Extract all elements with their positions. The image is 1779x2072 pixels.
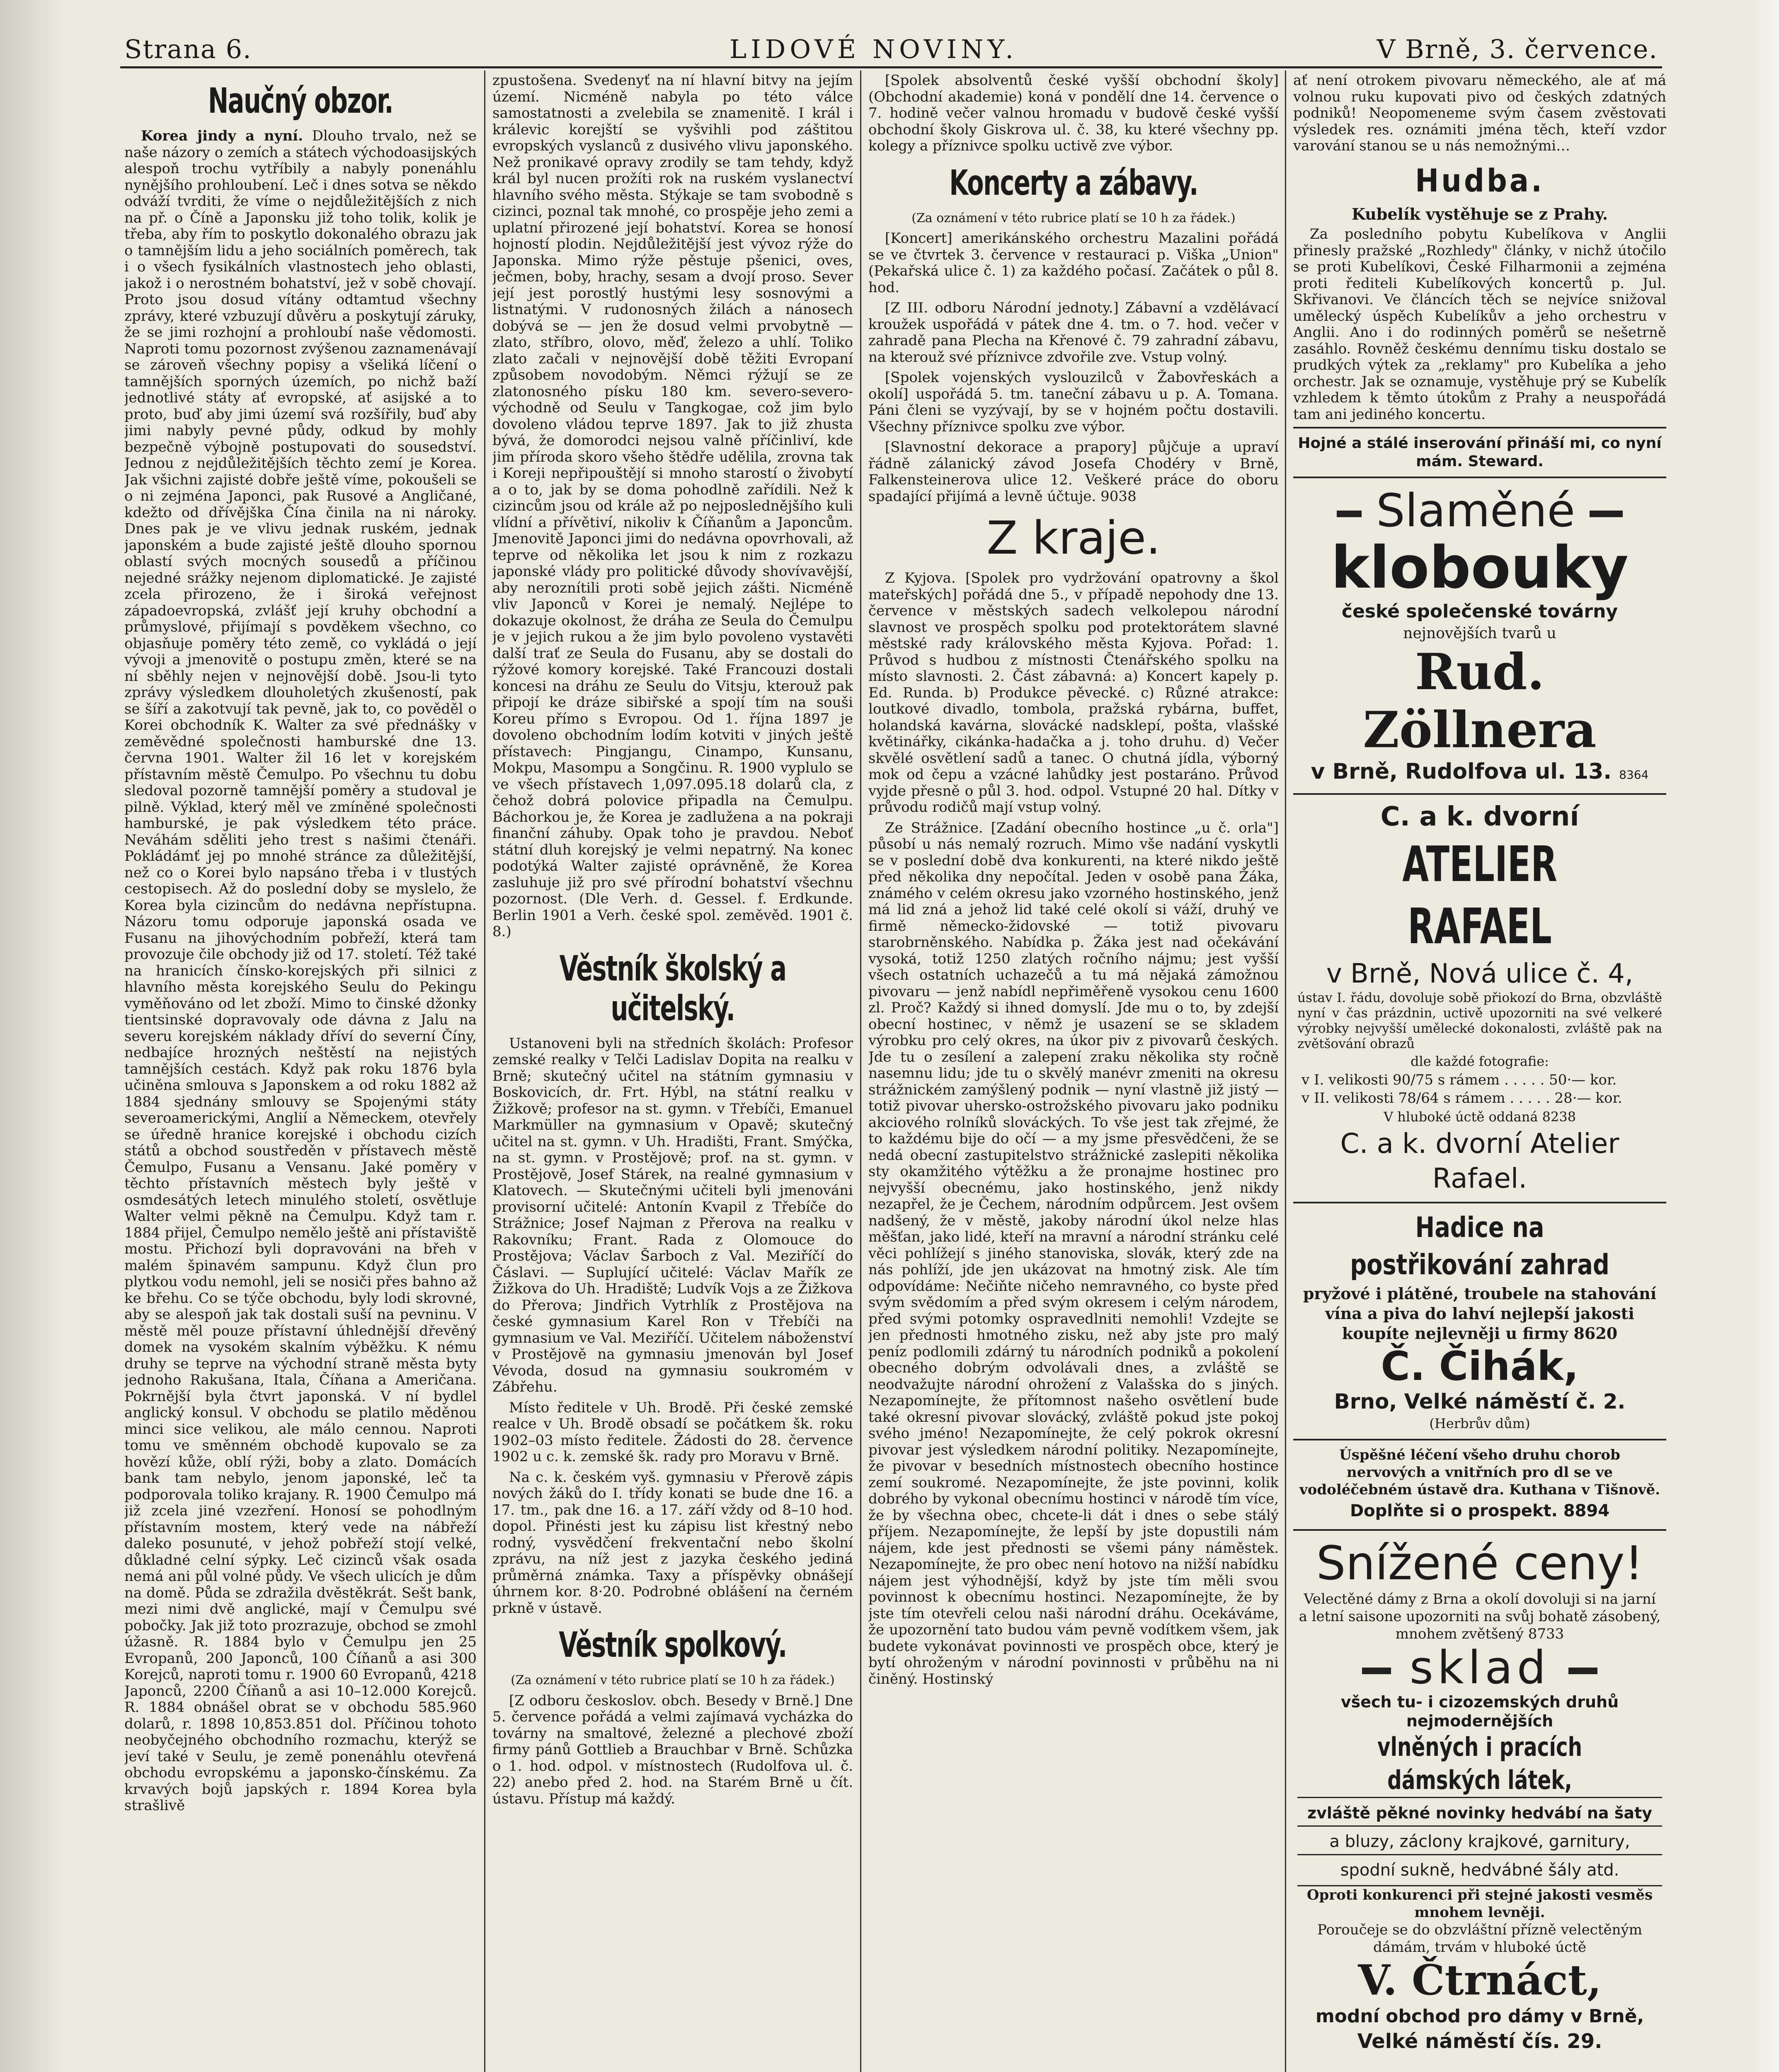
music-news-kubelik: Za posledního pobytu Kubelíkova v Anglii přinesly pražské „Rozhledy" články, v nichž útočilo se proti Kubelíkovi, České Filharmonii a zejména proti řediteli Kubelíkových koncertů p. Jul. Skřivanovi. Ve článcích těch se nejvíce snižoval umělecký úspěch Kubelíkův a jeho orchestru v Anglii. Ano i do rodinných poměrů se nešetrně zasáhlo. Rovněž českému dennímu tisku dostalo se prudkých výtek za „reklamy" pro Kubelíka a jeho orchestr. Jak se oznamuje, vystěhuje prý se Kubelík vzhledem k těmto útokům z Prahy a neuspořádá tam ani jediného koncertu.: [1293, 226, 1666, 423]
ad-rafael-l1: C. a k. dvorní: [1380, 801, 1579, 832]
ad-slamene-l5: Rud. Zöllnera: [1363, 643, 1597, 759]
ad-hadice-title: Hadice na postřikování zahrad: [1350, 1211, 1609, 1281]
ad-rafael-l6: V hluboké úctě oddaná 8238: [1383, 1109, 1576, 1125]
section-heading-z-kraje: Z kraje.: [986, 511, 1161, 564]
ad-slamene-title: [1297, 484, 1662, 537]
ad-rafael-title: ATELIER RAFAEL: [1402, 835, 1557, 955]
ad-hadice-l4: Brno, Velké náměstí č. 2.: [1334, 1389, 1626, 1414]
ad-ceny-l12: modní obchod pro dámy v Brně,: [1315, 2006, 1644, 2027]
ad-ceny-l8: spodní sukně, hedvábné šály atd.: [1297, 1854, 1662, 1886]
school-news-2: Místo ředitele v Uh. Brodě. Při české zemské realce v Uh. Brodě obsadí se počátkem šk. roku 1902–03 místo ředitele. Žádosti do 28. července 1902 u c. k. zemské šk. rady pro Moravu v Brně.: [492, 1399, 853, 1465]
ad-leceni-tisnov: [1293, 1440, 1666, 1531]
ad-slamene-l1: Slaměné: [1376, 484, 1575, 537]
ad-ceny-latky: vlněných i pracích dámských látek,: [1377, 1732, 1583, 1795]
ornament-bar: [1590, 511, 1623, 517]
ad-ceny-sklad: sklad: [1409, 1641, 1550, 1694]
ad-rafael-l4: ústav I. řádu, dovoluje sobě přiokozí do Brna, obzvláště nyní v čas prázdnin, uctivě upozorniti na své velkeré výrobky nejvyšší umělecké dokonalosti, zvláště pak na zvětšování obrazů: [1297, 990, 1662, 1051]
ornament-bar: [1568, 1668, 1597, 1674]
page-number: Strana 6.: [124, 34, 252, 64]
column-divider: [484, 70, 485, 2072]
article-korea-text: Dlouho trvalo, než se naše názory o zemích a státech východoasijských alespoň trochu vytříbily a nabyly ponenáhlu nynějšího prohloubení. Leč i dnes sotva se někdo odváží tvrditi, že víme o nejdůležitějších z nich na př. o Číně a Japonsku již toho tolik, kolik je třeba, aby řím to poskytlo dokonalého obrazu jak o tamnějším lidu a jeho sociálních poměrech, tak i o všech fysikálních vlastnostech jeho oblasti, jakož i o nerostném bohatství, jež v sobě chovají. Proto jsou dosud vítány odtamtud všechny zprávy, které vzbuzují důvěru a poskytují záruky, že se jimi rozhojní a prohloubí naše vědomosti. Naproti tomu pozornost zvýšenou zaznamenávají se zároveň všechny popisy a všeliká líčení o tamnějších sporných územích, po nichž baží jednotlivé státy ať evropské, ať asijské a to proto, buď aby jimi území svá rozšířily, buď aby jimi nabyly pevné půdy, odkud by mohly bezpečně výbojně postupovati do sousedství. Jednou z nejdůležitějších těchto zemí je Korea. Jak všichni zajisté dobře ještě víme, pokoušeli se o ni zejména Japonci, pak Rusové a Angličané, kdežto od dřívějška Čína činila na ni nároky. Dnes pak je ve vlivu jednak ruském, jednak japonském a bude zajisté ještě dlouho spornou oblastí svých mocných sousedů a příčinou nejedné srážky nejenom diplomatické. Je zajisté zcela přirozeno, že i široká veřejnost západoevropská, zvlášť její kruhy obchodní a průmyslové, přijímají s povděkem všechno, co objasňuje poměry této země, co vykládá o její vývoji a jmenovitě o postupu změn, které se na ní sběhly nejen v nejnovější době. Jsou-li tyto zprávy výsledkem dlouholetých zkušeností, pak se šíří a zakotvují tak pevně, jak to, co pověděl o Korei obchodník K. Walter za své přednášky v zeměvědné společnosti hamburské dne 13. června 1901. Walter žil 16 let v korejském přístavním městě Čemulpo. Po všechnu tu dobu sledoval pozorně tamnější poměry a studoval je pilně. Výklad, který měl ve zmíněné společnosti hamburské, je pak výsledkem této práce. Neváhám sděliti jeho trest s našimi čtenáři. Pokládámť jej po mnohé stránce za důležitější, než co o Korei bylo napsáno třeba i v tlustých cestopisech. Až do poslední doby se myslelo, že Korea byla cizincům do nedávna nepřístupna. Názoru tomu odporuje japonská osada ve Fusanu na jihovýchodním pobřeží, která tam provozuje čile obchody již od 17. století. Též také na hranicích čínsko-korejských při silnici z hlavního města korejského Seulu do Pekingu vyměňováno od let zboží. Mimo to činské džonky tientsinské dopravovaly ode dávna z Jalu na severu korejském náklady dříví do severní Číny, nedbajíce hrozných neštěstí na nejistých tamnějších cestách. Když pak roku 1876 byla učiněna smlouva s Japonskem a od roku 1882 až 1884 sjednány smlouvy se Spojenými státy severoamerickými, Anglií a Německem, otevřely se úředně hranice korejské i obchodu cizích států a obchod soustředěn v přístavech městě Čemulpo, Fusanu a Vensanu. Jaké poměry v těchto přístavních městech byly ještě v osmdesátých letech minulého století, osvětluje Walter velmi pěkně na Čemulpu. Když tam r. 1884 přijel, Čemulpo nemělo ještě ani přístaviště mostu. Přichozí byli dopravováni na břeh v malém špinavém sampunu. Když člun pro plytkou vodu nemohl, jeli se nosiči přes bahno až ke břehu. Co se týče obchodu, byly lodi skrovné, aby se alespoň jak tak dostali suší na pevninu. V městě měl pouze přístavní úhlednější dřevěný domek na vysokém skalním výběžku. K nému druhy se teprve na východní straně města byty jednoho Rakušana, Itala, Číňana a Američana. Pokrnější byla čtvrt japonská. V ní bydlel anglický konsul. V obchodu se platilo měděnou minci sice velikou, ale málo cennou. Naproti tomu ve směnném obchodě kupovalo se za hovězí kůže, oblí rýži, boby a zlato. Domácích bank tam nebylo, jenom japonské, leč ta podporovala toliko krajany. R. 1900 Čemulpo má již zcela jiné vzezření. Honosí se pohodlným přístavním mostem, který vede na nábřeží daleko posunuté, v jehož pobřeží stojí velké, důkladné celní sýpky. Leč cizinců však osada nemá ani půl volné půdy. Ve všech ulicích je dům na domě. Půda se zdražila dvěstěkrát. Sešt bank, mezi nimi dvě anglické, mají v Čemulpu své pobočky. Jak již toto prozrazuje, obchod se zmohl úžasně. R. 1884 bylo v Čemulpu jen 25 Evropanů, 200 Japonců, 100 Číňanů a asi 300 Korejců, naproti tomu r. 1900 60 Evropanů, 4218 Japonců, 2200 Číňanů a asi 10–12.000 Korejců. R. 1884 obnášel obrat se v obchodu 585.960 dolarů, r. 1898 10,853.851 dol. Příčinou tohoto neobyčejného obchodního rozmachu, kterýž se jeví také v Seulu, je země ponenáhlu otevřená obchodu evropskému a japonsko-čínskému. Za krvavých bojů japských r. 1894 Korea byla strašlivě: [124, 128, 477, 1814]
ad-leceni-l2: Doplňte si o prospekt. 8894: [1350, 1501, 1610, 1520]
ad-rafael-l2: [1297, 833, 1662, 957]
column-divider: [1285, 70, 1286, 2072]
ad-ceny-l11: V. Čtrnáct,: [1358, 1956, 1602, 2004]
ad-ceny-l4: všech tu- i cizozemských druhů nejmodernějších: [1340, 1693, 1619, 1730]
article-title-korea: Korea jindy a nyní.: [141, 128, 303, 144]
column-divider: [860, 70, 861, 2072]
concert-item-2: [Z III. odboru Národní jednoty.] Zábavní a vzdělávací kroužek uspořádá v pátek dne 4. tm. o 7. hod. večer v zahradě pana Plecha na Křenové č. 79 zahradní zábavu, na kterouž své příznivce zdvořile zve. Vstup volný.: [868, 300, 1279, 366]
section-heading-koncerty: Koncerty a zábavy.: [949, 162, 1198, 203]
rubric-price-note: (Za oznámení v této rubrice platí se 10 h za řádek.): [511, 1673, 835, 1687]
concert-item-4: [Slavnostní dekorace a prapory] půjčuje a upraví řádně zálanický závod Josefa Chodéry v Brně, Falkensteinerova ulice 12. Veškeré práce do oboru spadající přijímá a levně účtuje. 9038: [868, 439, 1279, 505]
ad-number: 8364: [1619, 768, 1649, 782]
ad-ceny-l2: Velectěné dámy z Brna a okolí dovoluji si na jarní a letní saisone upozorniti na svůj bohatě zásobený, mnohem zvětšený 8733: [1299, 1591, 1661, 1642]
straznice-cont: ať není otrokem pivovaru německého, ale ať má volnou ruku kupovati pivo od českých zdatných podniků! Neopomeneme svým časem zvěstovati výsledek res. oznámiti jména těch, kteří vzdor varování stanou se u nás nemožnými…: [1293, 73, 1666, 154]
concert-item-1: [Koncert] amerikánského orchestru Mazalini pořádá se ve čtvrtek 3. července v restauraci p. Viška „Union" (Pekařská ulice č. 1) za každého počasí. Začátek o půl 8. hod.: [868, 230, 1279, 296]
ad-inserovani-text: Hojné a stálé inserování přináší mi, co nyní mám. Steward.: [1298, 435, 1662, 470]
ornament-bar: [1362, 1668, 1391, 1674]
ad-rafael-price-2: v II. velikosti 78/64 s rámem . . . . . 28·— kor.: [1302, 1090, 1622, 1106]
column-3: [868, 73, 1279, 2072]
ad-slamene-l2: klobouky: [1331, 534, 1629, 602]
section-heading-vestnik-skolsky: Věstník školský a učitelský.: [559, 948, 786, 1029]
scan-edge-right: [1753, 0, 1779, 2072]
school-news-3: Na c. k. českém vyš. gymnasiu v Přerově zápis nových žáků do I. třídy konati se bude dne 16. a 17. tm., pak dne 16. a 17. září vždy od 8–10 hod. dopol. Přinésti jest ku zápisu list křestný nebo rodný, vysvědčení frekventační nebo školní zprávu, na níž jest z jazyka českého jediná průměrná známka. Taxy a příspěvky obnášejí úhrnem kor. 8·20. Podrobné oblášení na černém prkně v ústavě.: [492, 1469, 853, 1617]
ornament-bar: [1337, 511, 1362, 517]
ad-slamene-l4: nejnovějších tvarů u: [1403, 625, 1556, 642]
column-1: [124, 73, 477, 2072]
school-news-1: Ustanoveni byli na středních školách: Profesor zemské realky v Telči Ladislav Dopita na realku v Brně; skutečný učitel na státním gymnasiu v Boskovicích, dr. Frt. Hýbl, na státní realku v Žižkově; profesor na st. gymn. v Třebíči, Emanuel Markmüller na gymnasium v Opavě; skutečný učitel na st. gymn. v Uh. Hradišti, Frant. Smýčka, na st. gymn. v Prostějově; prof. na st. gymn. v Prostějově, Josef Stárek, na realné gymnasium v Klatovech. — Skutečnými učiteli byli jmenováni provisorní učitelé: Antonín Kvapil z Třebíče do Strážnice; Josef Najman z Přerova na realku v Rakovníku; Frant. Rada z Olomouce do Prostějova; Václav Šarboch z Val. Meziříčí do Čáslavi. — Suplující učitelé: Václav Mařík ze Žižkova do Uh. Hradiště; Ludvík Vojs a ze Žižkova do Přerova; Jindřich Vytrhlík z Prostějova na české gymnasium Karel Ron v Třebíči na gymnasium ve Val. Meziříčí. Učitelem náboženství v Prostějově na gymnasiu jmenován byl Josef Vévoda, dosud na gymnasiu soukromém v Zábřehu.: [492, 1035, 853, 1395]
ad-leceni-l1: Úspěšné léčení všeho druhu chorob nervových a vnitřních pro dl se ve vodoléčebném ústavě dra. Kuthana v Tišnově.: [1299, 1447, 1660, 1498]
column-2: [492, 73, 853, 2072]
ad-atelier-rafael: [1293, 795, 1666, 1203]
club-news-absolventi: [Spolek absolventů české vyšší obchodní školy] (Obchodní akademie) koná v pondělí dne 14. července o 7. hodině večer valnou hromadu v budově české vyšší obchodní školy Giskrova ul. č. 38, ku které všechny pp. kolegy a příznivce spolku uctivě zve výbor.: [868, 73, 1279, 154]
ad-slamene-l3: české společenské továrny: [1341, 601, 1618, 622]
ad-inserovani: [1293, 427, 1666, 478]
ad-ceny-l6: zvláště pěkné novinky hedvábí na šaty: [1297, 1797, 1662, 1825]
club-news-1: [Z odboru českoslov. obch. Besedy v Brně.] Dne 5. července pořádá a velmi zajímavá vycházka do továrny na smaltové, železné a plechové zboží firmy pánů Gottlieb a Brauchbar v Brně. Schůzka o 1. hod. odpol. v místnostech (Rudolfova ul. č. 22) anebo před 2. hod. na Starém Brně u čít. ústavu. Přístup má každý.: [492, 1692, 853, 1807]
ad-rafael-price-1: v I. velikosti 90/75 s rámem . . . . . 50·— kor.: [1302, 1072, 1617, 1088]
header-rule: [120, 66, 1662, 68]
ad-snizene-ceny: [1293, 1531, 1666, 2060]
ad-hadice-l1: [1297, 1209, 1662, 1284]
ad-ceny-l9: Oproti konkurenci při stejné jakosti vesměs mnohem levněji.: [1306, 1887, 1653, 1921]
region-news-straznice: Ze Strážnice. [Zadání obecního hostince „u č. orla"] působí u nás nemalý rozruch. Mimo vše nadání vyskytli se v poslední době dva konkurenti, na které nikdo ještě před několika dny nepočítal. Jeden v osobě pana Žáka, známého v celém okresu jako vzorného hostinského, jenž má lid zná a jehož lid také celé okolí si váží, druhý ve firmě německo-židovské — totiž pivovaru starobrněnského. Nabídka p. Žáka jest nad očekávání vysoká, totiž 1250 zlatých ročního nájmu; jest vyšší všech ostatních uchazečů a tu má nějaká zámožnou pivovaru — jenž nabídl nepřiměřeně vysokou cenu 1600 zl. Proč? Každý si ihned domyslí. Jde mu o to, by zdejší obecní hostinec, v němž je usazení se se skladem výrobku pro celý okres, na úkor piv z pivovarů českých. Jde tu o zesílení a zalepení zraku několika sty ročně nasemnu lidu; jde tu o skvělý manévr zmeniti na okresu strážnickém zamýšlený podnik — nyní vlastně již jistý — totiž pivovar uhersko-ostrožského pivovaru jako podniku akciového rolníků slováckých. To vše jest tak zřejmé, že to každému bije do očí — a my jsme přesvědčeni, že se nedá obecní zastupitelstvo strážnické zaslepiti několika sty okamžitého výtěžku a že pronajme hostinec pro nejvyšší obecnému, jako hostinského, jenž nikdy nezapřel, že je Čechem, národním odpůrcem. Jest ovšem nadšený, že v městě, jakoby národní úkol nelze hlas měšťan, jako lidé, kteří na mravní a národní stránku celé věci pohlížejí s jiného stanoviska, slovák, který zde na nás pohlíží, jde jen ukázovat na hmotný zisk. Ale tím odpovídáme: Nečiňte ničeho nemravného, co byste před svým svědomím a před svým okresem i celým národem, před svými potomky ospravedlniti nemohli! Vzdejte se jen přednosti hmotného zisku, než aby jste pro malý peníz podlomili zdárný tu národních podniků a pokolení obecného dobrým odvolávali dnes, a zvláště se neodvažujte národní ohrožení z Valašska do s jiných. Nezapomínejte, že přítomnost našeho osvětlení bude také okresní pivovar slovácký, zvláště pokud jste pokoj svého jméno! Nezapomínejte, že celý pokrok okresní pivovar jest výsledkem národní politiky. Nezapomínejte, že pivovar v besedních místnostech obecního hostince zemí soukromé. Nezapomínejte, že jste povinni, kolik dobrého by vykonal obecnímu hostinci v národě tím více, že by všechna obec, chcete-li dát i dnes o sebe stálý příjem. Nezapomínejte, že lepší by jste dopustili nám nájem, kde jest přednosti se všemi pány náměstek. Nezapomínejte, že pro obec není hotovo na nižší nabídku nájem jest výhodnější, když by jste tím měli svou povinnost k obecnímu hostinci. Nezapomínejte, že by jste tím otevřeli celou naši národní dráhu. Ocekáváme, že upozornění tato budou vám pevně vodítkem všem, jak budete vykonávat povinnosti ve prospěch obce, který je bytí ohroženým v národní povinnosti v průběhu na ni činěný. Hostinský: [868, 819, 1279, 1687]
ad-rafael-l7: C. a k. dvorní Atelier Rafael.: [1340, 1128, 1619, 1194]
ad-slamene-klobouky: [1293, 478, 1666, 795]
ad-ceny-l10: Poroučeje se do obzvláštní přízně velectěným dámám, trvám v hluboké úctě: [1317, 1922, 1642, 1956]
section-heading-vestnik-spolkovy: Věstník spolkový.: [559, 1624, 787, 1665]
issue-date: V Brně, 3. července.: [1377, 34, 1658, 64]
rubric-price-note: (Za oznámení v této rubrice platí se 10 h za řádek.): [911, 211, 1236, 225]
ad-hadice-l5: (Herbrův dům): [1429, 1416, 1530, 1431]
music-subheading: Kubelík vystěhuje se z Prahy.: [1351, 204, 1608, 223]
ad-rafael-l5: dle každé fotografie:: [1411, 1053, 1549, 1069]
concert-item-3: [Spolek vojenských vyslouzilců v Žabovřeskách a okolí] uspořádá 5. tm. taneční zábavu u p. A. Tomana. Páni členi se vyzývají, by se v hojném počtu dostavili. Všechny příznivce spolku zve výbor.: [868, 369, 1279, 435]
ad-slamene-address: v Brně, Rudolfova ul. 13.: [1311, 759, 1612, 784]
ad-ceny-l7: a bluzy, záclony krajkové, garnitury,: [1297, 1825, 1662, 1854]
column-4: [1293, 73, 1666, 2072]
article-korea-cont: zpustošena. Svedenyť na ní hlavní bitvy na jejím území. Nicméně nabyla po této válce samostatnosti a zvelebila se znamenitě. I král i králevic korejští se vyšvihli pod záštitou evropských vyslanců z dusivého vlivu japonského. Než pronikavé opravy zrodily se tam tehdy, když král byl nucen prožíti rok na ruském vyslanectví hlavního svého města. Stýkaje se tam svobodně s cizinci, poznal tak mnohé, co prospěje jeho zemi a uplatní přirozené její bohatství. Korea se honosí hojností plodin. Nejdůležitější jest vývoz rýže do Japonska. Mimo rýže pěstuje pšenici, oves, ječmen, boby, hrachy, sesam a dvojí proso. Sever její jest porostlý hustými lesy sosnovými a listnatými. V rudonosných žilách a nánosech dobývá se — jen že dosud velmi prvobytně — zlato, stříbro, olovo, měď, železo a uhlí. Toliko zlato začali v nejnovější době těžiti Evropaní způsobem novodobým. Němci rýžují se ze zlatonosného písku 180 km. severo-severo-východně od Seulu v Tangkogae, což jim bylo dovoleno vládou teprve 1897. Jak to již zhusta bývá, že domorodci nejsou valně příčinliví, kde jim příroda skoro všeho štědře udělila, zrovna tak i Koreji nepřipouštějí si mnoho starostí o živobytí a o to, jak by se doma pohodlně zařídili. Než k cizincům jsou od krále až po nejposlednějšího kuli vlídní a přívětiví, nikoliv k Číňanům a Japoncům. Jmenovitě Japonci jimi do nedávna opovrhovali, až teprve od několika let jsou k nim z rozkazu japonské vlády pro politické důvody shovívavější, aby neroznítili proti sobě jejich zášti. Nicméně vliv Japonců v Korei je nemalý. Nejlépe to dokazuje okolnost, že dráha ze Seula do Čemulpu je v jejich rukou a že jim bylo povoleno vystavěti další trať ze Seula do Fusanu, aby se dostali do rýžové komory korejské. Také Francouzi dostali koncesi na dráhu ze Seulu do Vitsju, kterouž pak připojí ke dráze sibiřské a spojí tím na souši Koreu přímo s Evropou. Od 1. října 1897 je dovoleno obchodním lodím kotviti v jiných ještě přístavech: Pingjangu, Cinampo, Kunsanu, Mokpu, Masompu a Songčinu. R. 1900 vyplulo se ve všech přístavech 1,097.095.18 dolarů cla, z čehož dobrá polovice připadla na Čemulpu. Báchorkou je, že Korea je zadlužena a na pokraji finanční záhuby. Opak toho je pravdou. Neboť státní dluh korejský je velmi nepatrný. Na konec podotýká Walter zajisté oprávněně, že Korea zasluhuje již pro své přírodní bohatství všechnu pozornost. (Dle Verh. d. Gessel. f. Erdkunde. Berlin 1901 a Verh. české spol. zeměvěd. 1901 č. 8.): [492, 73, 853, 940]
ad-hadice-l3: Č. Čihák,: [1381, 1343, 1579, 1389]
ad-hadice-l2: pryžové i plátěné, troubele na stahování vína a piva do lahví nejlepší jakosti koupíte nejlevněji u firmy 8620: [1303, 1284, 1657, 1343]
section-heading-naucny-obzor: Naučný obzor.: [208, 80, 393, 121]
ad-ceny-l3: [1297, 1643, 1662, 1692]
ad-ceny-l13: Velké náměstí čís. 29.: [1357, 2030, 1602, 2053]
ad-ceny-l5: [1297, 1731, 1662, 1797]
newspaper-title: LIDOVÉ NOVINY.: [730, 34, 1018, 64]
ad-hadice: [1293, 1203, 1666, 1440]
ad-ceny-l1: Snížené ceny!: [1316, 1537, 1643, 1590]
region-news-kyjov: Z Kyjova. [Spolek pro vydržování opatrovny a škol mateřských] pořádá dne 5., v případě nepohody dne 13. července v městských sadech velkolepou národní slavnost ve prospěch spolku pod protektorátem slavné městské rady královského města Kyjova. Pořad: 1. Průvod s hudbou z místnosti Čtenářského spolku na místo slavnosti. 2. Část zábavná: a) Koncert kapely p. Ed. Runda. b) Produkce pěvecké. c) Různé atrakce: loutkové divadlo, tombola, pražská rybárna, buffet, holandská kavárna, slovácké nadsklepí, pošta, vlašské květinářky, cikánka-hadačka a j. toho druhu. d) Večer skvělé osvětlení sadů a tanec. O chutná jídla, výborný mok od čepu a vzácné lahůdky jest postaráno. Průvod vyjde přesně o půl 3. hod. odpol. Vstupné 20 hal. Dítky v průvodu rodičů mají vstup volný.: [868, 570, 1279, 816]
scan-edge-left: [0, 0, 62, 2072]
article-korea: [124, 128, 477, 1814]
section-heading-hudba: Hudba.: [1415, 162, 1544, 199]
ad-rafael-l3: v Brně, Nová ulice č. 4,: [1326, 959, 1634, 989]
ad-slamene-l6: [1297, 759, 1662, 787]
